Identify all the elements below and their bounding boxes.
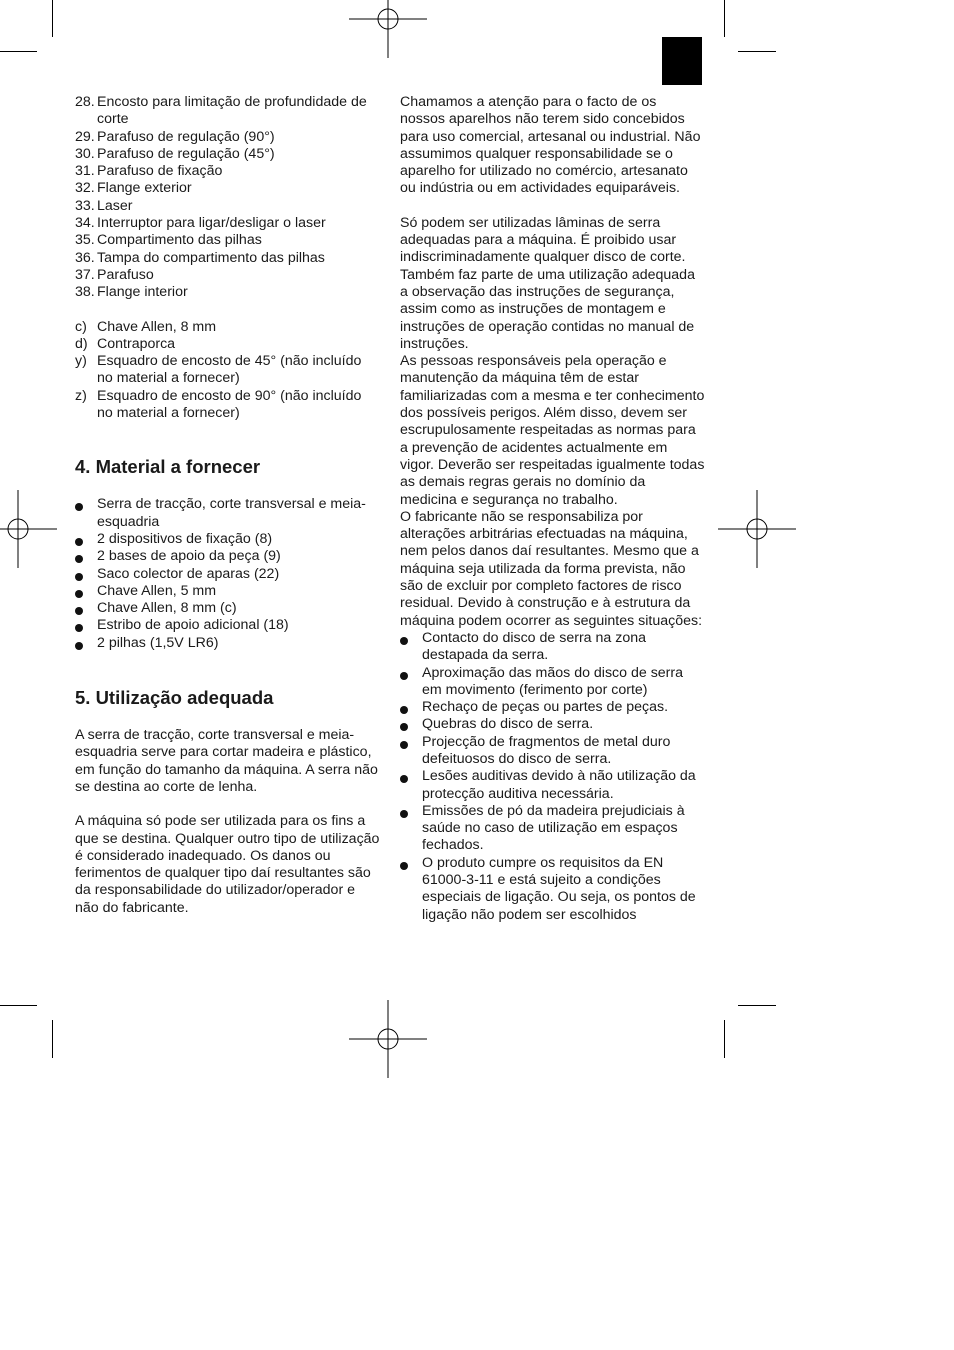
right-column xyxy=(400,94,705,924)
list-item: c) Chave Allen, 8 mm xyxy=(75,318,217,335)
bullet-icon xyxy=(400,637,408,645)
list-item: Quebras do disco de serra. xyxy=(400,716,705,733)
section-heading: 5. Utilização adequada xyxy=(75,687,274,709)
bullet-icon xyxy=(75,642,83,650)
crop-mark xyxy=(724,1020,725,1058)
list-item: 28. Encosto para limitação de profundidade de corte xyxy=(75,94,367,128)
bullet-icon xyxy=(400,672,408,680)
list-item: 2 bases de apoio da peça (9) xyxy=(75,548,380,565)
bullet-icon xyxy=(75,590,83,598)
left-column xyxy=(75,94,380,917)
list-item: Emissões de pó da madeira prejudiciais à saúde no caso de utilização em espaços fechados. xyxy=(400,803,705,855)
list-item: 31. Parafuso de fixação xyxy=(75,163,223,180)
list-item: Projecção de fragmentos de metal duro defeituosos do disco de serra. xyxy=(400,734,705,769)
crop-mark xyxy=(724,0,725,37)
paragraph: A máquina só pode ser utilizada para os fins a que se destina. Qualquer outro tipo de utilização é considerado inadequado. Os danos ou ferimentos de qualquer tipo daí resultantes são da responsabilidade do utilizador/operador e não do fabricante. xyxy=(75,813,380,916)
list-item: 32. Flange exterior xyxy=(75,180,192,197)
bullet-icon xyxy=(75,555,83,563)
bullet-icon xyxy=(75,538,83,546)
list-item: O produto cumpre os requisitos da EN 61000-3-11 e está sujeito a condições especiais de ligação. Ou seja, os pontos de ligação não podem ser escolhidos xyxy=(400,855,705,924)
bullet-icon xyxy=(75,503,83,511)
list-item: 38. Flange interior xyxy=(75,284,188,301)
registration-mark-icon xyxy=(718,490,796,568)
list-item: 33. Laser xyxy=(75,197,133,214)
list-item: Lesões auditivas devido à não utilização da protecção auditiva necessária. xyxy=(400,768,705,803)
list-item: Contacto do disco de serra na zona destapada da serra. xyxy=(400,630,705,665)
registration-mark-icon xyxy=(349,1000,427,1078)
list-item: y) Esquadro de encosto de 45° (não incluído no material a fornecer) xyxy=(75,353,362,387)
list-item: d) Contraporca xyxy=(75,335,176,352)
list-item: Chave Allen, 5 mm xyxy=(75,583,380,600)
section-heading: 4. Material a fornecer xyxy=(75,456,261,478)
bullet-icon xyxy=(400,741,408,749)
supply-list xyxy=(75,496,380,652)
list-item: 2 pilhas (1,5V LR6) xyxy=(75,635,380,652)
paragraph: Só podem ser utilizadas lâminas de serra adequadas para a máquina. É proibido usar indiscriminadamente qualquer disco de corte. Também faz parte de uma utilização adequada a observação das instruções de segurança, assim como as instruções de montagem e instruções de operação contidas no manual de instruções. xyxy=(400,214,695,352)
paragraph: As pessoas responsáveis pela operação e manutenção da máquina têm de estar familiarizadas com a mesma e ter conhecimento dos possíveis perigos. Além disso, devem ser escrupulosamente respeitadas as normas para a prevenção de acidentes actualmente em vigor. Deverão ser respeitadas igualmente todas as demais regras gerais no domínio da medicina e segurança no trabalho. xyxy=(400,353,705,508)
list-item: 30. Parafuso de regulação (45°) xyxy=(75,145,275,162)
bullet-icon xyxy=(400,706,408,714)
bullet-icon xyxy=(400,810,408,818)
list-item: 36. Tampa do compartimento das pilhas xyxy=(75,249,325,266)
registration-mark-icon xyxy=(0,490,57,568)
crop-mark xyxy=(52,0,53,37)
list-item: 29. Parafuso de regulação (90°) xyxy=(75,128,275,145)
paragraph: A serra de tracção, corte transversal e meia-esquadria serve para cortar madeira e plástico, em função do tamanho da máquina. A serra não se destina ao corte de lenha. xyxy=(75,727,378,795)
list-item: 37. Parafuso xyxy=(75,266,154,283)
crop-mark xyxy=(738,51,776,52)
paragraph: O fabricante não se responsabiliza por alterações arbitrárias efectuadas na máquina, nem pelos danos daí resultantes. Mesmo que a máquina seja utilizada da forma prevista, não são de excluir por completo factores de risco residual. Devido à construção e à estrutura da máquina podem ocorrer as seguintes situações: xyxy=(400,508,703,629)
bullet-icon xyxy=(400,723,408,731)
accessory-list xyxy=(75,319,380,423)
bullet-icon xyxy=(75,573,83,581)
crop-mark xyxy=(738,1005,776,1006)
list-item: Serra de tracção, corte transversal e meia-esquadria xyxy=(75,496,380,531)
crop-mark xyxy=(0,51,37,52)
bullet-icon xyxy=(75,624,83,632)
list-item: Rechaço de peças ou partes de peças. xyxy=(400,699,705,716)
list-item: 35. Compartimento das pilhas xyxy=(75,232,262,249)
bullet-icon xyxy=(400,775,408,783)
crop-mark xyxy=(52,1020,53,1058)
parts-list xyxy=(75,94,380,302)
bullet-icon xyxy=(400,862,408,870)
list-item: Estribo de apoio adicional (18) xyxy=(75,617,380,634)
language-tab xyxy=(662,37,702,85)
list-item: z) Esquadro de encosto de 90° (não incluído no material a fornecer) xyxy=(75,387,362,422)
list-item: Aproximação das mãos do disco de serra em movimento (ferimento por corte) xyxy=(400,665,705,700)
registration-mark-icon xyxy=(349,0,427,58)
crop-mark xyxy=(0,1005,37,1006)
risk-list xyxy=(400,630,705,924)
paragraph: Chamamos a atenção para o facto de os nossos aparelhos não terem sido concebidos para uso comercial, artesanal ou industrial. Não assumimos qualquer responsabilidade se o aparelho for utilizado no comércio, artesanato ou indústria ou em actividades equiparáveis. xyxy=(400,94,701,197)
list-item: 34. Interruptor para ligar/desligar o laser xyxy=(75,215,326,232)
bullet-icon xyxy=(75,607,83,615)
list-item: Saco colector de aparas (22) xyxy=(75,566,380,583)
list-item: Chave Allen, 8 mm (c) xyxy=(75,600,380,617)
list-item: 2 dispositivos de fixação (8) xyxy=(75,531,380,548)
